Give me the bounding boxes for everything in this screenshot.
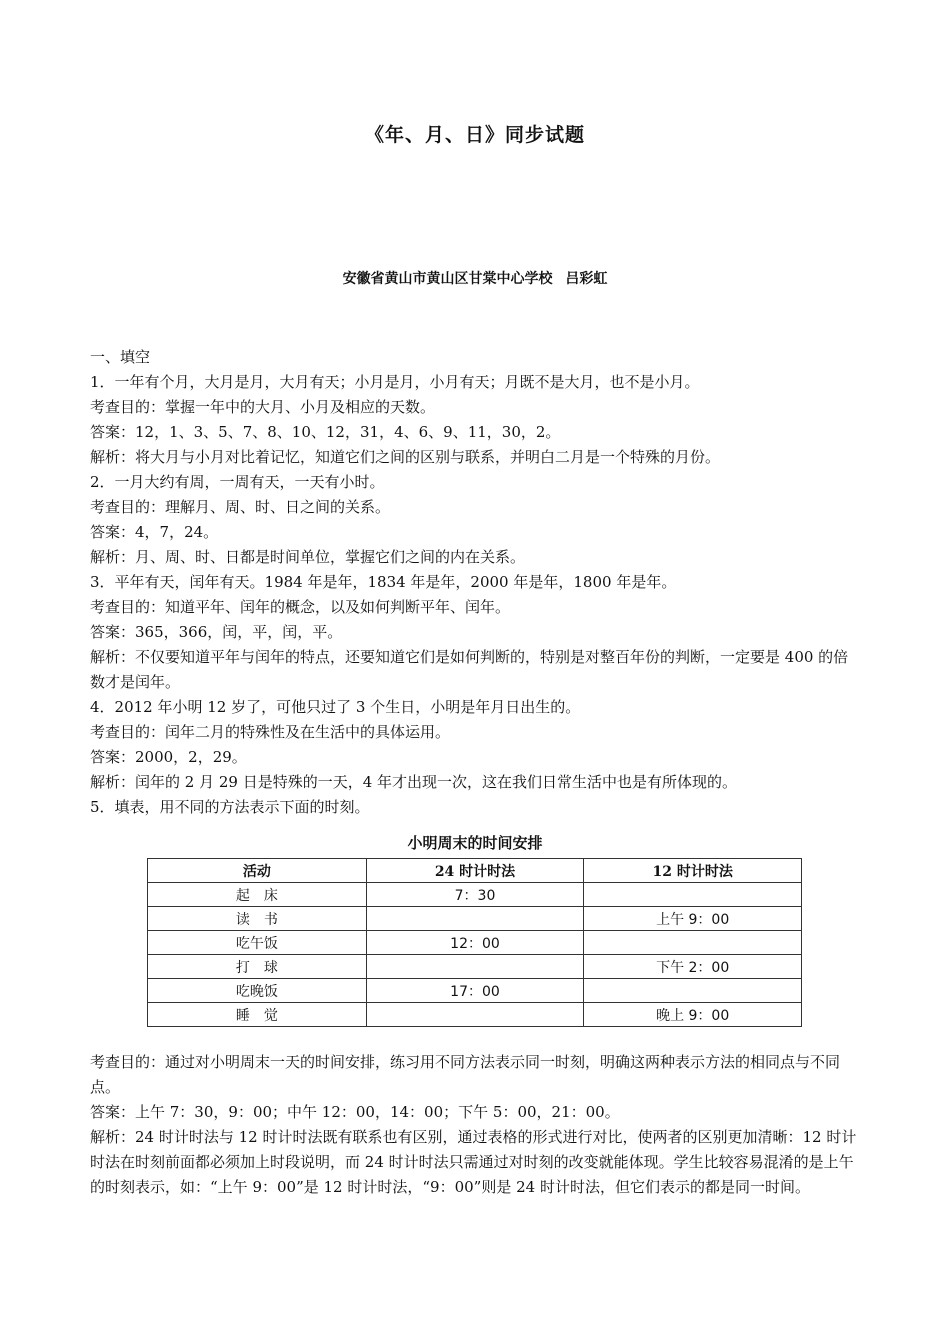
q2-purpose: 考查目的：理解月、周、时、日之间的关系。: [90, 498, 391, 516]
q2-question: 2．一月大约有周，一周有天，一天有小时。: [90, 473, 385, 491]
q5-purpose: 考查目的：通过对小明周末一天的时间安排，练习用不同方法表示同一时刻，明确这两种表示方法的相同点与不同点。: [90, 1053, 841, 1096]
table-header-row: [148, 859, 802, 883]
table-cell: 打 球: [148, 955, 367, 979]
table-cell: 17：00: [366, 979, 584, 1003]
table-cell: [366, 907, 584, 931]
table-cell: 吃午饭: [148, 931, 367, 955]
q1-analysis: 解析：将大月与小月对比着记忆，知道它们之间的区别与联系，并明白二月是一个特殊的月份。: [90, 448, 721, 466]
schedule-table: [147, 858, 802, 1027]
table-cell: [366, 1003, 584, 1027]
q3-purpose: 考查目的：知道平年、闰年的概念，以及如何判断平年、闰年。: [90, 598, 511, 616]
table-cell: [584, 883, 802, 907]
page-title: 《年、月、日》同步试题: [364, 124, 585, 146]
q4-analysis: 解析：闰年的 2 月 29 日是特殊的一天，4 年才出现一次，这在我们日常生活中也是有所体现的。: [90, 773, 738, 791]
q3-question: 3．平年有天，闰年有天。1984 年是年，1834 年是年，2000 年是年，1800 年是年。: [90, 573, 677, 591]
table-cell: [584, 979, 802, 1003]
table-cell: 吃晚饭: [148, 979, 367, 1003]
table-header-cell: 24 时计时法: [366, 859, 584, 883]
table-cell: [366, 955, 584, 979]
table-row: [148, 979, 802, 1003]
exercise-block-bottom: [90, 1050, 860, 1200]
table-row: [148, 883, 802, 907]
q5-question: 5．填表，用不同的方法表示下面的时刻。: [90, 798, 370, 816]
table-cell: 下午 2：00: [584, 955, 802, 979]
table-row: [148, 907, 802, 931]
q4-purpose: 考查目的：闰年二月的特殊性及在生活中的具体运用。: [90, 723, 451, 741]
table-cell: 晚上 9：00: [584, 1003, 802, 1027]
table-header-cell: 活动: [148, 859, 367, 883]
q4-answer: 答案：2000，2，29。: [90, 748, 247, 766]
q4-question: 4．2012 年小明 12 岁了，可他只过了 3 个生日，小明是年月日出生的。: [90, 698, 581, 716]
q1-question: 1．一年有个月，大月是月，大月有天；小月是月，小月有天；月既不是大月，也不是小月。: [90, 373, 700, 391]
exercise-block-top: [90, 345, 860, 820]
table-cell: 起 床: [148, 883, 367, 907]
table-cell: 上午 9：00: [584, 907, 802, 931]
q3-answer: 答案：365，366，闰，平，闰，平。: [90, 623, 343, 641]
table-cell: [584, 931, 802, 955]
table-row: [148, 931, 802, 955]
q2-analysis: 解析：月、周、时、日都是时间单位，掌握它们之间的内在关系。: [90, 548, 526, 566]
table-cell: 睡 觉: [148, 1003, 367, 1027]
table-caption: 小明周末的时间安排: [407, 834, 543, 852]
q3-analysis: 解析：不仅要知道平年与闰年的特点，还要知道它们是如何判断的，特别是对整百年份的判断，一定要是 400 的倍数才是闰年。: [90, 648, 849, 691]
table-cell: 12：00: [366, 931, 584, 955]
table-row: [148, 1003, 802, 1027]
q1-answer: 答案：12，1、3、5、7、8、10、12，31，4、6、9、11，30，2。: [90, 423, 561, 441]
table-cell: 读 书: [148, 907, 367, 931]
author-line: 安徽省黄山市黄山区甘棠中心学校 吕彩虹: [342, 271, 608, 287]
section-heading: 一、填空: [90, 348, 151, 366]
q5-analysis: 解析：24 时计时法与 12 时计时法既有联系也有区别，通过表格的形式进行对比，使两者的区别更加清晰：12 时计时法在时刻前面都必须加上时段说明，而 24 时计时法只需通过对时刻的改变就能体现。学生比较容易混淆的是上午的时刻表示，如：“上午 9：00”是 12 时计时法，“9：00”则是 24 时计时法，但它们表示的都是同一时间。: [90, 1128, 857, 1196]
table-cell: 7：30: [366, 883, 584, 907]
q1-purpose: 考查目的：掌握一年中的大月、小月及相应的天数。: [90, 398, 436, 416]
table-header-cell: 12 时计时法: [584, 859, 802, 883]
q2-answer: 答案：4，7，24。: [90, 523, 219, 541]
table-row: [148, 955, 802, 979]
q5-answer: 答案：上午 7：30，9：00；中午 12：00，14：00；下午 5：00，21：00。: [90, 1103, 620, 1121]
